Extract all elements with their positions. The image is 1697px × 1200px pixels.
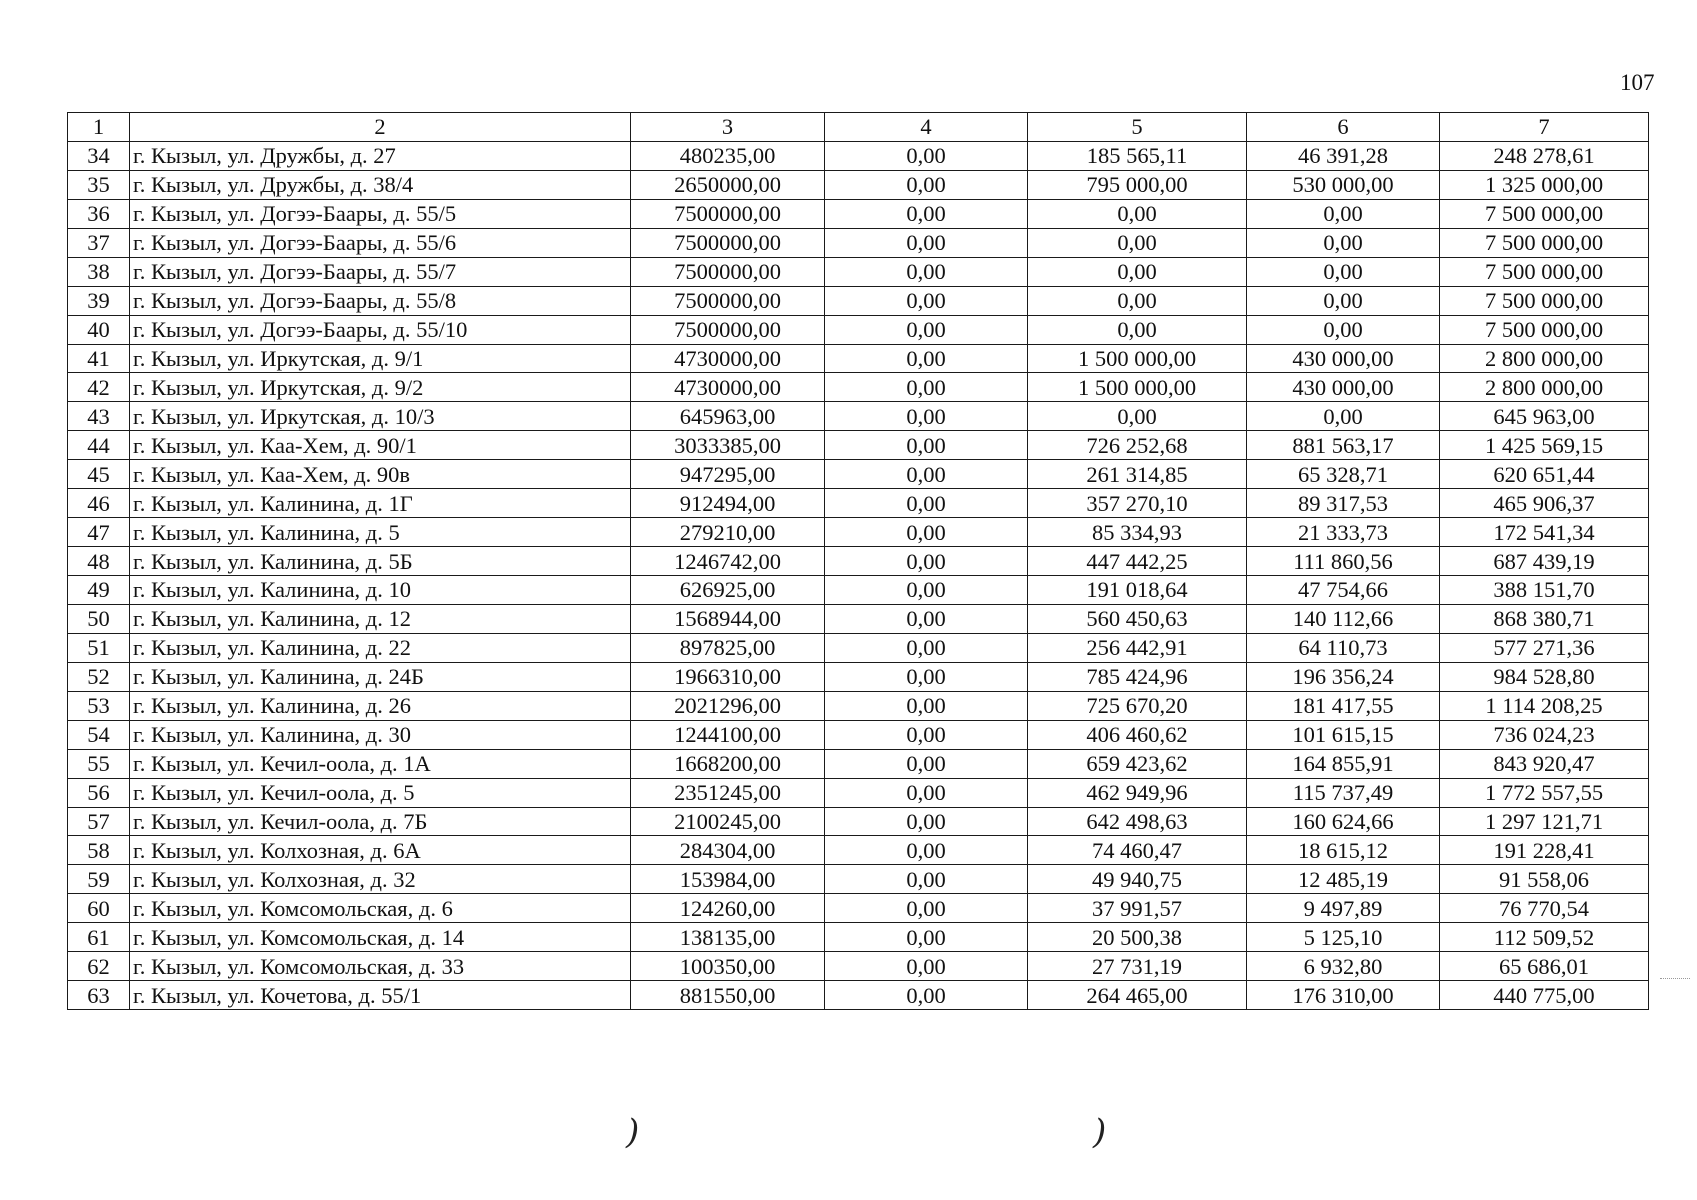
table-row xyxy=(68,836,1649,865)
amount-col-5-cell: 659 423,62 xyxy=(1028,749,1247,778)
amount-col-4-cell: 0,00 xyxy=(825,228,1028,257)
row-number-cell: 60 xyxy=(68,894,130,923)
address-cell: г. Кызыл, ул. Калинина, д. 30 xyxy=(130,720,631,749)
amount-col-7-cell: 7 500 000,00 xyxy=(1440,286,1649,315)
table-row xyxy=(68,431,1649,460)
table-row xyxy=(68,489,1649,518)
amount-col-7-cell: 620 651,44 xyxy=(1440,460,1649,489)
address-cell: г. Кызыл, ул. Калинина, д. 5 xyxy=(130,518,631,547)
amount-col-4-cell: 0,00 xyxy=(825,286,1028,315)
row-number-cell: 51 xyxy=(68,633,130,662)
table-row xyxy=(68,344,1649,373)
row-number-cell: 36 xyxy=(68,199,130,228)
amount-col-5-cell: 447 442,25 xyxy=(1028,547,1247,576)
amount-col-6-cell: 18 615,12 xyxy=(1247,836,1440,865)
amount-col-4-cell: 0,00 xyxy=(825,518,1028,547)
amount-col-7-cell: 984 528,80 xyxy=(1440,662,1649,691)
address-cell: г. Кызыл, ул. Калинина, д. 1Г xyxy=(130,489,631,518)
row-number-cell: 54 xyxy=(68,720,130,749)
amount-col-7-cell: 65 686,01 xyxy=(1440,952,1649,981)
row-number-cell: 50 xyxy=(68,604,130,633)
address-cell: г. Кызыл, ул. Догээ-Баары, д. 55/8 xyxy=(130,286,631,315)
amount-col-6-cell: 0,00 xyxy=(1247,315,1440,344)
header-col-3: 3 xyxy=(631,113,825,142)
amount-col-6-cell: 65 328,71 xyxy=(1247,460,1440,489)
header-col-2: 2 xyxy=(130,113,631,142)
amount-col-7-cell: 248 278,61 xyxy=(1440,141,1649,170)
address-cell: г. Кызыл, ул. Калинина, д. 26 xyxy=(130,691,631,720)
amount-col-5-cell: 1 500 000,00 xyxy=(1028,344,1247,373)
row-number-cell: 59 xyxy=(68,865,130,894)
amount-col-4-cell: 0,00 xyxy=(825,373,1028,402)
amount-col-4-cell: 0,00 xyxy=(825,344,1028,373)
amount-col-3-cell: 1568944,00 xyxy=(631,604,825,633)
amount-col-5-cell: 261 314,85 xyxy=(1028,460,1247,489)
amount-col-4-cell: 0,00 xyxy=(825,894,1028,923)
amount-col-7-cell: 191 228,41 xyxy=(1440,836,1649,865)
amount-col-5-cell: 726 252,68 xyxy=(1028,431,1247,460)
amount-col-3-cell: 1244100,00 xyxy=(631,720,825,749)
amount-col-7-cell: 1 297 121,71 xyxy=(1440,807,1649,836)
address-cell: г. Кызыл, ул. Иркутская, д. 9/2 xyxy=(130,373,631,402)
amount-col-7-cell: 1 772 557,55 xyxy=(1440,778,1649,807)
amount-col-3-cell: 7500000,00 xyxy=(631,228,825,257)
amount-col-4-cell: 0,00 xyxy=(825,952,1028,981)
amount-col-5-cell: 20 500,38 xyxy=(1028,923,1247,952)
row-number-cell: 56 xyxy=(68,778,130,807)
amount-col-3-cell: 912494,00 xyxy=(631,489,825,518)
amount-col-5-cell: 27 731,19 xyxy=(1028,952,1247,981)
table-row xyxy=(68,315,1649,344)
amount-col-6-cell: 47 754,66 xyxy=(1247,576,1440,605)
address-cell: г. Кызыл, ул. Догээ-Баары, д. 55/5 xyxy=(130,199,631,228)
amount-col-6-cell: 0,00 xyxy=(1247,257,1440,286)
address-cell: г. Кызыл, ул. Комсомольская, д. 14 xyxy=(130,923,631,952)
amount-col-5-cell: 264 465,00 xyxy=(1028,981,1247,1010)
row-number-cell: 43 xyxy=(68,402,130,431)
row-number-cell: 39 xyxy=(68,286,130,315)
table-row xyxy=(68,662,1649,691)
amount-col-5-cell: 406 460,62 xyxy=(1028,720,1247,749)
row-number-cell: 57 xyxy=(68,807,130,836)
amount-col-4-cell: 0,00 xyxy=(825,431,1028,460)
table-row xyxy=(68,778,1649,807)
amount-col-7-cell: 2 800 000,00 xyxy=(1440,344,1649,373)
address-cell: г. Кызыл, ул. Кечил-оола, д. 1А xyxy=(130,749,631,778)
amount-col-6-cell: 46 391,28 xyxy=(1247,141,1440,170)
header-col-7: 7 xyxy=(1440,113,1649,142)
amount-col-7-cell: 1 325 000,00 xyxy=(1440,170,1649,199)
address-cell: г. Кызыл, ул. Кечил-оола, д. 5 xyxy=(130,778,631,807)
amount-col-4-cell: 0,00 xyxy=(825,749,1028,778)
scan-artifact xyxy=(1660,978,1690,979)
amount-col-6-cell: 0,00 xyxy=(1247,286,1440,315)
amount-col-4-cell: 0,00 xyxy=(825,720,1028,749)
row-number-cell: 53 xyxy=(68,691,130,720)
amount-col-3-cell: 7500000,00 xyxy=(631,199,825,228)
amount-col-6-cell: 111 860,56 xyxy=(1247,547,1440,576)
amount-col-7-cell: 91 558,06 xyxy=(1440,865,1649,894)
table-row xyxy=(68,894,1649,923)
table-row xyxy=(68,141,1649,170)
amount-col-4-cell: 0,00 xyxy=(825,315,1028,344)
address-cell: г. Кызыл, ул. Дружбы, д. 27 xyxy=(130,141,631,170)
amount-col-7-cell: 1 114 208,25 xyxy=(1440,691,1649,720)
amount-col-7-cell: 7 500 000,00 xyxy=(1440,228,1649,257)
amount-col-7-cell: 440 775,00 xyxy=(1440,981,1649,1010)
table-body xyxy=(68,141,1649,1009)
amount-col-4-cell: 0,00 xyxy=(825,460,1028,489)
address-cell: г. Кызыл, ул. Догээ-Баары, д. 55/10 xyxy=(130,315,631,344)
amount-col-6-cell: 0,00 xyxy=(1247,228,1440,257)
amount-col-3-cell: 2100245,00 xyxy=(631,807,825,836)
amount-col-7-cell: 645 963,00 xyxy=(1440,402,1649,431)
address-cell: г. Кызыл, ул. Калинина, д. 22 xyxy=(130,633,631,662)
amount-col-7-cell: 172 541,34 xyxy=(1440,518,1649,547)
table-row xyxy=(68,720,1649,749)
amount-col-4-cell: 0,00 xyxy=(825,778,1028,807)
row-number-cell: 40 xyxy=(68,315,130,344)
page-number: 107 xyxy=(1620,70,1655,95)
row-number-cell: 37 xyxy=(68,228,130,257)
amount-col-5-cell: 462 949,96 xyxy=(1028,778,1247,807)
amount-col-4-cell: 0,00 xyxy=(825,402,1028,431)
amount-col-3-cell: 645963,00 xyxy=(631,402,825,431)
address-cell: г. Кызыл, ул. Калинина, д. 24Б xyxy=(130,662,631,691)
amount-col-3-cell: 1668200,00 xyxy=(631,749,825,778)
table-row xyxy=(68,807,1649,836)
table-row xyxy=(68,691,1649,720)
amount-col-5-cell: 1 500 000,00 xyxy=(1028,373,1247,402)
row-number-cell: 61 xyxy=(68,923,130,952)
amount-col-6-cell: 12 485,19 xyxy=(1247,865,1440,894)
address-cell: г. Кызыл, ул. Калинина, д. 5Б xyxy=(130,547,631,576)
amount-col-4-cell: 0,00 xyxy=(825,981,1028,1010)
amount-col-4-cell: 0,00 xyxy=(825,576,1028,605)
row-number-cell: 41 xyxy=(68,344,130,373)
amount-col-5-cell: 191 018,64 xyxy=(1028,576,1247,605)
amount-col-7-cell: 112 509,52 xyxy=(1440,923,1649,952)
row-number-cell: 38 xyxy=(68,257,130,286)
amount-col-6-cell: 176 310,00 xyxy=(1247,981,1440,1010)
table-row xyxy=(68,604,1649,633)
amount-col-3-cell: 4730000,00 xyxy=(631,344,825,373)
amount-col-6-cell: 0,00 xyxy=(1247,199,1440,228)
amount-col-3-cell: 1966310,00 xyxy=(631,662,825,691)
table-row xyxy=(68,981,1649,1010)
address-cell: г. Кызыл, ул. Комсомольская, д. 6 xyxy=(130,894,631,923)
row-number-cell: 44 xyxy=(68,431,130,460)
header-col-5: 5 xyxy=(1028,113,1247,142)
amount-col-5-cell: 560 450,63 xyxy=(1028,604,1247,633)
amount-col-3-cell: 947295,00 xyxy=(631,460,825,489)
amount-col-3-cell: 284304,00 xyxy=(631,836,825,865)
amount-col-3-cell: 2650000,00 xyxy=(631,170,825,199)
amount-col-3-cell: 3033385,00 xyxy=(631,431,825,460)
table-row xyxy=(68,923,1649,952)
amount-col-6-cell: 430 000,00 xyxy=(1247,344,1440,373)
amount-col-5-cell: 49 940,75 xyxy=(1028,865,1247,894)
amount-col-6-cell: 140 112,66 xyxy=(1247,604,1440,633)
amount-col-6-cell: 5 125,10 xyxy=(1247,923,1440,952)
amount-col-4-cell: 0,00 xyxy=(825,257,1028,286)
amount-col-7-cell: 577 271,36 xyxy=(1440,633,1649,662)
row-number-cell: 42 xyxy=(68,373,130,402)
amount-col-7-cell: 7 500 000,00 xyxy=(1440,199,1649,228)
amount-col-6-cell: 164 855,91 xyxy=(1247,749,1440,778)
amount-col-6-cell: 9 497,89 xyxy=(1247,894,1440,923)
table-row xyxy=(68,749,1649,778)
address-cell: г. Кызыл, ул. Кочетова, д. 55/1 xyxy=(130,981,631,1010)
table-row xyxy=(68,402,1649,431)
amount-col-3-cell: 881550,00 xyxy=(631,981,825,1010)
amount-col-4-cell: 0,00 xyxy=(825,489,1028,518)
header-row xyxy=(68,113,1649,142)
row-number-cell: 63 xyxy=(68,981,130,1010)
table-row xyxy=(68,547,1649,576)
amount-col-3-cell: 2351245,00 xyxy=(631,778,825,807)
amount-col-3-cell: 7500000,00 xyxy=(631,315,825,344)
amount-col-5-cell: 0,00 xyxy=(1028,228,1247,257)
amount-col-4-cell: 0,00 xyxy=(825,691,1028,720)
amount-col-6-cell: 64 110,73 xyxy=(1247,633,1440,662)
address-cell: г. Кызыл, ул. Колхозная, д. 6А xyxy=(130,836,631,865)
amount-col-5-cell: 785 424,96 xyxy=(1028,662,1247,691)
amount-col-4-cell: 0,00 xyxy=(825,865,1028,894)
amount-col-4-cell: 0,00 xyxy=(825,662,1028,691)
amount-col-4-cell: 0,00 xyxy=(825,836,1028,865)
amount-col-5-cell: 725 670,20 xyxy=(1028,691,1247,720)
table-row xyxy=(68,518,1649,547)
amount-col-5-cell: 0,00 xyxy=(1028,402,1247,431)
address-cell: г. Кызыл, ул. Догээ-Баары, д. 55/6 xyxy=(130,228,631,257)
table-row xyxy=(68,952,1649,981)
table-row xyxy=(68,286,1649,315)
table-row xyxy=(68,199,1649,228)
amount-col-4-cell: 0,00 xyxy=(825,633,1028,662)
row-number-cell: 55 xyxy=(68,749,130,778)
amount-col-6-cell: 430 000,00 xyxy=(1247,373,1440,402)
amount-col-6-cell: 21 333,73 xyxy=(1247,518,1440,547)
amount-col-7-cell: 1 425 569,15 xyxy=(1440,431,1649,460)
amount-col-3-cell: 4730000,00 xyxy=(631,373,825,402)
row-number-cell: 52 xyxy=(68,662,130,691)
amount-col-5-cell: 0,00 xyxy=(1028,257,1247,286)
amount-col-7-cell: 7 500 000,00 xyxy=(1440,257,1649,286)
amount-col-7-cell: 465 906,37 xyxy=(1440,489,1649,518)
address-cell: г. Кызыл, ул. Комсомольская, д. 33 xyxy=(130,952,631,981)
row-number-cell: 45 xyxy=(68,460,130,489)
amount-col-6-cell: 881 563,17 xyxy=(1247,431,1440,460)
row-number-cell: 48 xyxy=(68,547,130,576)
data-table xyxy=(67,112,1649,1010)
table-row xyxy=(68,633,1649,662)
row-number-cell: 62 xyxy=(68,952,130,981)
address-cell: г. Кызыл, ул. Иркутская, д. 10/3 xyxy=(130,402,631,431)
address-cell: г. Кызыл, ул. Дружбы, д. 38/4 xyxy=(130,170,631,199)
row-number-cell: 34 xyxy=(68,141,130,170)
table-row xyxy=(68,228,1649,257)
amount-col-3-cell: 1246742,00 xyxy=(631,547,825,576)
address-cell: г. Кызыл, ул. Колхозная, д. 32 xyxy=(130,865,631,894)
amount-col-6-cell: 160 624,66 xyxy=(1247,807,1440,836)
address-cell: г. Кызыл, ул. Калинина, д. 10 xyxy=(130,576,631,605)
table-row xyxy=(68,865,1649,894)
amount-col-3-cell: 279210,00 xyxy=(631,518,825,547)
amount-col-5-cell: 795 000,00 xyxy=(1028,170,1247,199)
table-row xyxy=(68,460,1649,489)
amount-col-6-cell: 196 356,24 xyxy=(1247,662,1440,691)
amount-col-5-cell: 0,00 xyxy=(1028,286,1247,315)
address-cell: г. Кызыл, ул. Догээ-Баары, д. 55/7 xyxy=(130,257,631,286)
amount-col-5-cell: 0,00 xyxy=(1028,315,1247,344)
address-cell: г. Кызыл, ул. Каа-Хем, д. 90в xyxy=(130,460,631,489)
amount-col-3-cell: 124260,00 xyxy=(631,894,825,923)
amount-col-7-cell: 388 151,70 xyxy=(1440,576,1649,605)
amount-col-3-cell: 480235,00 xyxy=(631,141,825,170)
amount-col-4-cell: 0,00 xyxy=(825,807,1028,836)
amount-col-3-cell: 100350,00 xyxy=(631,952,825,981)
header-col-6: 6 xyxy=(1247,113,1440,142)
amount-col-5-cell: 85 334,93 xyxy=(1028,518,1247,547)
amount-col-7-cell: 868 380,71 xyxy=(1440,604,1649,633)
table-row xyxy=(68,170,1649,199)
table-row xyxy=(68,373,1649,402)
amount-col-4-cell: 0,00 xyxy=(825,604,1028,633)
amount-col-5-cell: 37 991,57 xyxy=(1028,894,1247,923)
row-number-cell: 35 xyxy=(68,170,130,199)
amount-col-3-cell: 7500000,00 xyxy=(631,286,825,315)
amount-col-4-cell: 0,00 xyxy=(825,170,1028,199)
amount-col-5-cell: 357 270,10 xyxy=(1028,489,1247,518)
row-number-cell: 47 xyxy=(68,518,130,547)
amount-col-3-cell: 897825,00 xyxy=(631,633,825,662)
amount-col-4-cell: 0,00 xyxy=(825,547,1028,576)
amount-col-3-cell: 138135,00 xyxy=(631,923,825,952)
amount-col-5-cell: 185 565,11 xyxy=(1028,141,1247,170)
row-number-cell: 46 xyxy=(68,489,130,518)
amount-col-6-cell: 0,00 xyxy=(1247,402,1440,431)
amount-col-5-cell: 256 442,91 xyxy=(1028,633,1247,662)
address-cell: г. Кызыл, ул. Кечил-оола, д. 7Б xyxy=(130,807,631,836)
amount-col-7-cell: 76 770,54 xyxy=(1440,894,1649,923)
row-number-cell: 49 xyxy=(68,576,130,605)
amount-col-3-cell: 626925,00 xyxy=(631,576,825,605)
amount-col-7-cell: 736 024,23 xyxy=(1440,720,1649,749)
amount-col-6-cell: 181 417,55 xyxy=(1247,691,1440,720)
header-col-1: 1 xyxy=(68,113,130,142)
row-number-cell: 58 xyxy=(68,836,130,865)
amount-col-7-cell: 2 800 000,00 xyxy=(1440,373,1649,402)
amount-col-5-cell: 0,00 xyxy=(1028,199,1247,228)
amount-col-5-cell: 74 460,47 xyxy=(1028,836,1247,865)
handwritten-mark-left: ) xyxy=(626,1112,640,1152)
amount-col-6-cell: 530 000,00 xyxy=(1247,170,1440,199)
table-row xyxy=(68,576,1649,605)
address-cell: г. Кызыл, ул. Каа-Хем, д. 90/1 xyxy=(130,431,631,460)
amount-col-5-cell: 642 498,63 xyxy=(1028,807,1247,836)
address-cell: г. Кызыл, ул. Иркутская, д. 9/1 xyxy=(130,344,631,373)
amount-col-7-cell: 687 439,19 xyxy=(1440,547,1649,576)
amount-col-6-cell: 115 737,49 xyxy=(1247,778,1440,807)
amount-col-4-cell: 0,00 xyxy=(825,141,1028,170)
header-col-4: 4 xyxy=(825,113,1028,142)
amount-col-3-cell: 153984,00 xyxy=(631,865,825,894)
table-row xyxy=(68,257,1649,286)
amount-col-3-cell: 7500000,00 xyxy=(631,257,825,286)
handwritten-mark-right: ) xyxy=(1093,1112,1107,1152)
address-cell: г. Кызыл, ул. Калинина, д. 12 xyxy=(130,604,631,633)
amount-col-6-cell: 89 317,53 xyxy=(1247,489,1440,518)
amount-col-7-cell: 7 500 000,00 xyxy=(1440,315,1649,344)
amount-col-4-cell: 0,00 xyxy=(825,199,1028,228)
amount-col-3-cell: 2021296,00 xyxy=(631,691,825,720)
amount-col-7-cell: 843 920,47 xyxy=(1440,749,1649,778)
amount-col-4-cell: 0,00 xyxy=(825,923,1028,952)
amount-col-6-cell: 101 615,15 xyxy=(1247,720,1440,749)
amount-col-6-cell: 6 932,80 xyxy=(1247,952,1440,981)
